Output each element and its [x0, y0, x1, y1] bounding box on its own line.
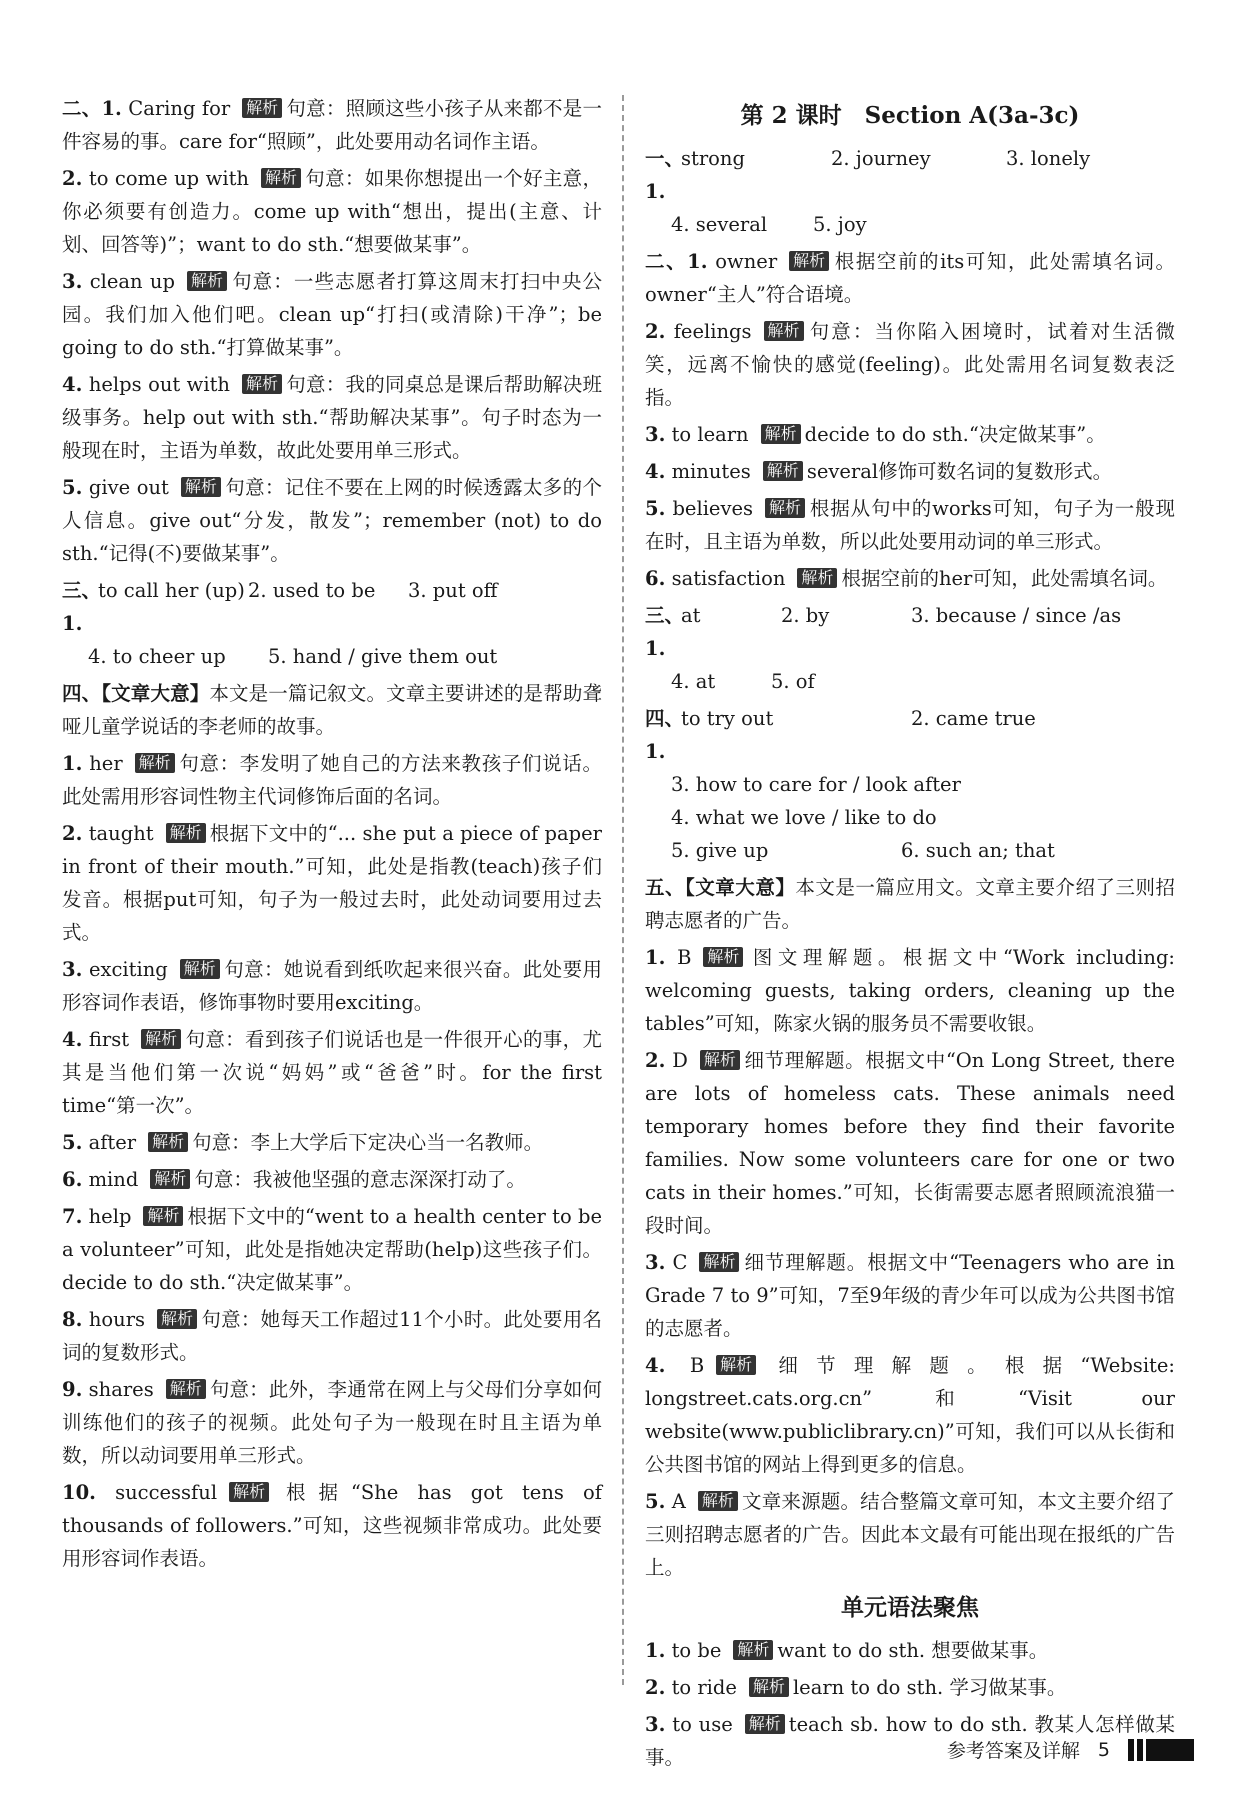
answer-item [645, 1671, 1175, 1704]
item-number: 3. [645, 1713, 666, 1736]
item-answer: C [672, 1251, 688, 1274]
item-explanation: 句意：此外，李通常在网上与父母们分享如何训练他们的孩子的视频。此处句子为一般现在时且主语为单数，所以动词要用单三形式。 [62, 1378, 602, 1467]
item-answer: give out [88, 476, 169, 499]
item-answer: minutes [671, 460, 751, 483]
analysis-tag: 解析 [797, 568, 837, 588]
item-number: 5. [645, 497, 666, 520]
analysis-tag: 解析 [157, 1309, 197, 1329]
right-column [645, 92, 1175, 1778]
answer-item [645, 455, 1175, 488]
item-answer: A [671, 1490, 686, 1513]
answer-item [62, 92, 602, 158]
answer-item [645, 418, 1175, 451]
item-number: 二、1. [645, 250, 708, 273]
analysis-tag: 解析 [703, 947, 743, 967]
item-answer: shares [88, 1378, 154, 1401]
item-explanation: 句意：我被他坚强的意志深深打动了。 [194, 1168, 526, 1191]
item-explanation: 句意：如果你想提出一个好主意，你必须要有创造力。come up with“想出，提出(主意、计划、回答等)”；want to do sth.“想要做某事”。 [62, 167, 602, 256]
item-answer: exciting [88, 958, 168, 981]
analysis-tag: 解析 [789, 251, 829, 271]
lesson-title: 第 2 课时 Section A(3a-3c) [740, 102, 1080, 129]
item-explanation: 句意：李上大学后下定决心当一名教师。 [192, 1131, 544, 1154]
item-answer: clean up [89, 270, 175, 293]
analysis-tag: 解析 [763, 461, 803, 481]
analysis-tag: 解析 [261, 168, 301, 188]
answer-item [62, 162, 602, 261]
item-number: 5. [62, 476, 83, 499]
answer-item [645, 1246, 1175, 1345]
answer-item [645, 562, 1175, 595]
item-answer: to use [672, 1713, 733, 1736]
item-answer: after [88, 1131, 137, 1154]
item-explanation: 句意：照顾这些小孩子从来都不是一件容易的事。care for“照顾”，此处要用动名词作主语。 [62, 97, 603, 153]
analysis-tag: 解析 [135, 753, 175, 773]
section-si-left: 四、【文章大意】本文是一篇记叙文。文章主要讲述的是帮助聋哑儿童学说话的李老师的故事。 [62, 682, 602, 738]
analysis-tag: 解析 [733, 1640, 773, 1660]
answer-item [62, 817, 602, 949]
analysis-tag: 解析 [745, 1714, 785, 1734]
item-answer: B [689, 1354, 705, 1377]
item-answer: satisfaction [671, 567, 786, 590]
item-answer: believes [672, 497, 754, 520]
item-number: 3. [645, 423, 666, 446]
analysis-tag: 解析 [229, 1482, 269, 1502]
page-number: 5 [1097, 1738, 1110, 1761]
item-explanation: want to do sth. 想要做某事。 [777, 1639, 1049, 1662]
item-number: 2. [62, 167, 83, 190]
item-number: 4. [62, 373, 83, 396]
answer-item [62, 1163, 602, 1196]
analysis-tag: 解析 [700, 1050, 740, 1070]
item-number: 5. [645, 1490, 666, 1513]
item-answer: help [88, 1205, 132, 1228]
item-number: 1. [645, 1639, 666, 1662]
grammar-title: 单元语法聚焦 [841, 1594, 979, 1621]
item-answer: owner [715, 250, 778, 273]
analysis-tag: 解析 [143, 1206, 183, 1226]
item-answer: first [88, 1028, 130, 1051]
item-answer: to be [671, 1639, 722, 1662]
item-number: 2. [645, 320, 666, 343]
item-explanation: 句意：她每天工作超过11个小时。此处要用名词的复数形式。 [62, 1308, 602, 1364]
analysis-tag: 解析 [141, 1029, 181, 1049]
item-number: 10. [62, 1481, 96, 1504]
item-explanation: learn to do sth. 学习做某事。 [792, 1676, 1067, 1699]
footer-label: 参考答案及详解 [946, 1740, 1080, 1762]
item-explanation: 图文理解题。根据文中“Work including: welcoming guests, taking orders, cleaning up the tables”可知，陈家火锅的服务员不需要收银。 [645, 946, 1176, 1035]
answer-item [62, 471, 602, 570]
page-footer [947, 1736, 1194, 1763]
answer-item [645, 941, 1175, 1040]
item-explanation: 句意：看到孩子们说话也是一件很开心的事，尤其是当他们第一次说“妈妈”或“爸爸”时。for the first time“第一次”。 [62, 1028, 602, 1117]
section-san-left: 三、1. to call her (up) 2. used to be 3. put off 4. to cheer up 5. hand / give them out [62, 579, 498, 668]
analysis-tag: 解析 [698, 1491, 738, 1511]
item-number: 5. [62, 1131, 83, 1154]
analysis-tag: 解析 [181, 477, 221, 497]
analysis-tag: 解析 [187, 271, 227, 291]
item-answer: to learn [671, 423, 749, 446]
item-explanation: teach sb. how to do sth. 教某人怎样做某事。 [645, 1713, 1175, 1769]
analysis-tag: 解析 [242, 98, 282, 118]
item-number: 7. [62, 1205, 83, 1228]
answer-item [62, 1126, 602, 1159]
item-number: 1. [62, 752, 83, 775]
item-explanation: 根据下文中的“went to a health center to be a volunteer”可知，此处是指她决定帮助(help)这些孩子们。decide to do sth.“决定做某事”。 [62, 1205, 602, 1294]
analysis-tag: 解析 [242, 374, 282, 394]
item-explanation: 句意：李发明了她自己的方法来教孩子们说话。此处需用形容词性物主代词修饰后面的名词。 [62, 752, 602, 808]
answer-item [62, 1373, 602, 1472]
section-si-right: 四、1. to try out 2. came true 3. how to care for / look after 4. what we love / like to do 5. give up 6. such an; that [645, 707, 1055, 862]
analysis-tag: 解析 [749, 1677, 789, 1697]
item-explanation: 根据“She has got tens of thousands of followers.”可知，这些视频非常成功。此处要用形容词作表语。 [62, 1481, 602, 1570]
answer-item [645, 492, 1175, 558]
item-explanation: 根据空前的her可知，此处需填名词。 [841, 567, 1168, 590]
item-explanation: 细节理解题。根据文中“Teenagers who are in Grade 7 to 9”可知，7至9年级的青少年可以成为公共图书馆的志愿者。 [645, 1251, 1175, 1340]
item-answer: taught [88, 822, 154, 845]
answer-item [62, 265, 602, 364]
analysis-tag: 解析 [150, 1169, 190, 1189]
analysis-tag: 解析 [761, 424, 801, 444]
answer-item [645, 1485, 1175, 1584]
answer-item [645, 1634, 1175, 1667]
item-explanation: 句意：记住不要在上网的时候透露太多的个人信息。give out“分发，散发”；remember (not) to do sth.“记得(不)要做某事”。 [62, 476, 602, 565]
answer-item [645, 1349, 1175, 1481]
item-explanation: 根据空前的its可知，此处需填名词。owner“主人”符合语境。 [645, 250, 1175, 306]
item-answer: hours [88, 1308, 146, 1331]
item-number: 6. [62, 1168, 83, 1191]
item-answer: to come up with [88, 167, 249, 190]
answer-item [645, 245, 1175, 311]
item-answer: D [672, 1049, 688, 1072]
item-number: 2. [62, 822, 83, 845]
answer-item [62, 368, 602, 467]
item-explanation: 句意：她说看到纸吹起来很兴奋。此处要用形容词作表语，修饰事物时要用exciting。 [62, 958, 602, 1014]
answer-item [645, 315, 1175, 414]
item-number: 3. [62, 958, 83, 981]
item-number: 3. [62, 270, 83, 293]
item-explanation: decide to do sth.“决定做某事”。 [804, 423, 1106, 446]
item-explanation: 根据下文中的“... she put a piece of paper in front of their mouth.”可知，此处是指教(teach)孩子们发音。根据put可知，句子为一般过去时，此处动词要用过去式。 [62, 822, 602, 944]
item-explanation: 细节理解题。根据文中“On Long Street, there are lots of homeless cats. These animals need temporary homes before they find their favorite families. Now some volunteers care for one or two cats in their homes.”可知，长街需要志愿者照顾流浪猫一段时间。 [645, 1049, 1175, 1237]
item-explanation: 句意：当你陷入困境时，试着对生活微笑，远离不愉快的感觉(feeling)。此处需用名词复数表泛指。 [645, 320, 1175, 409]
analysis-tag: 解析 [699, 1252, 739, 1272]
left-column [62, 92, 602, 1579]
item-number: 2. [645, 1049, 666, 1072]
answer-item [62, 747, 602, 813]
item-answer: feelings [673, 320, 752, 343]
analysis-tag: 解析 [716, 1355, 756, 1375]
footer-bars-icon [1128, 1739, 1194, 1761]
analysis-tag: 解析 [166, 823, 206, 843]
item-answer: to ride [671, 1676, 737, 1699]
item-number: 1. [645, 946, 666, 969]
analysis-tag: 解析 [764, 321, 804, 341]
item-explanation: 句意：我的同桌总是课后帮助解决班级事务。help out with sth.“帮助解决某事”。句子时态为一般现在时，主语为单数，故此处要用单三形式。 [62, 373, 602, 462]
item-number: 9. [62, 1378, 83, 1401]
analysis-tag: 解析 [166, 1379, 206, 1399]
item-answer: mind [88, 1168, 139, 1191]
item-number: 8. [62, 1308, 83, 1331]
item-number: 2. [645, 1676, 666, 1699]
item-number: 4. [62, 1028, 83, 1051]
item-explanation: 句意：一些志愿者打算这周末打扫中央公园。我们加入他们吧。clean up“打扫(或清除)干净”；be going to do sth.“打算做某事”。 [62, 270, 603, 359]
item-number: 4. [645, 460, 666, 483]
answer-item [645, 1044, 1175, 1242]
answer-item [62, 1303, 602, 1369]
analysis-tag: 解析 [765, 498, 805, 518]
analysis-tag: 解析 [148, 1132, 188, 1152]
item-explanation: 文章来源题。结合整篇文章可知，本文主要介绍了三则招聘志愿者的广告。因此本文最有可能出现在报纸的广告上。 [645, 1490, 1175, 1579]
item-answer: B [677, 946, 692, 969]
answer-item [62, 1023, 602, 1122]
section-san-right: 三、1. at 2. by 3. because / since /as 4. at 5. of [645, 604, 1122, 693]
item-answer: successful [115, 1481, 218, 1504]
item-number: 6. [645, 567, 666, 590]
analysis-tag: 解析 [180, 959, 220, 979]
item-answer: her [89, 752, 123, 775]
answer-item [62, 1476, 602, 1575]
item-number: 二、1. [62, 97, 122, 120]
item-answer: Caring for [128, 97, 231, 120]
item-number: 4. [645, 1354, 666, 1377]
item-explanation: 细节理解题。根据“Website: longstreet.cats.org.cn”和“Visit our website(www.publiclibrary.cn)”可知，我们可以从长街和公共图书馆的网站上得到更多的信息。 [645, 1354, 1175, 1476]
column-divider [622, 95, 624, 1685]
item-answer: helps out with [88, 373, 230, 396]
answer-item [62, 953, 602, 1019]
item-number: 3. [645, 1251, 666, 1274]
item-explanation: 根据从句中的works可知，句子为一般现在时，且主语为单数，所以此处要用动词的单三形式。 [645, 497, 1176, 553]
section-wu-right: 五、【文章大意】本文是一篇应用文。文章主要介绍了三则招聘志愿者的广告。 [645, 876, 1175, 932]
answer-item [62, 1200, 602, 1299]
item-explanation: several修饰可数名词的复数形式。 [806, 460, 1113, 483]
section-yi-right: 一、1. strong 2. journey 3. lonely 4. several 5. joy [645, 147, 1091, 236]
